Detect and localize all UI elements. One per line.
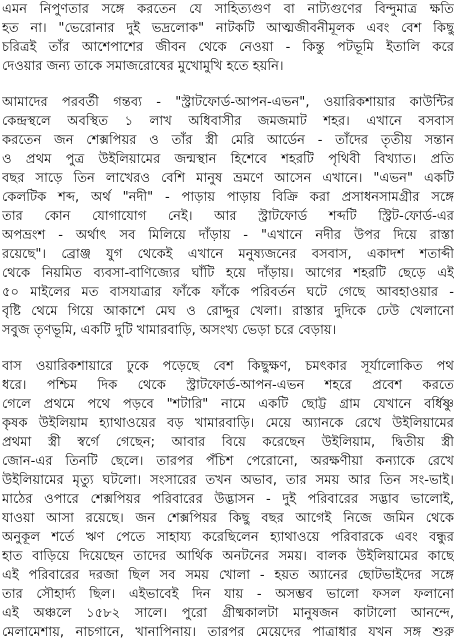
text-line: এই পরিবারের দরজা ছিল সব সময় খোলা - হয়ত অ্যানের ছোটভাইদের সঙ্গে xyxy=(2,568,454,583)
paragraph-3 xyxy=(2,357,454,642)
text-line: যাওয়া আসা রয়েছে। জন শেক্সপিয়র কিছু বছর আগেই নিজে জমিন থেকে xyxy=(2,511,454,526)
text-line: ও প্রথম পুত্র উইলিয়ামের জন্মস্থান হিশেবে শহরটি পৃথিবী বিখ্যাত। প্রতি xyxy=(2,152,454,167)
text-line: অনুকূল শর্তে ঋণ পেতে সাহায্য করেছিলেন হ্যাথাওয়ে পরিবারকে এবং বন্ধুর xyxy=(2,530,454,545)
text-line: কেন্দ্রস্থলে অবস্থিত ১ লাখ অধিবাসীর জমজমাট শহর। এখানে বসবাস xyxy=(2,114,454,129)
text-line: এমন নিপুণতার সঙ্গে করতেন যে সাহিত্যগুণ বা নাট্যগুণের বিন্দুমাত্র ক্ষতি xyxy=(2,2,454,17)
text-line: সবুজ তৃণভূমি, একটি দুটি খামারবাড়ি, অসংখ্য ভেড়া চরে বেড়ায়। xyxy=(2,323,337,338)
text-line: তার সৌহার্দ্য ছিল। এইভাবেই দিন যায় - অসম্ভব ভালো ফসল ফলানো xyxy=(2,587,454,602)
text-line: প্রথমা স্ত্রী স্বর্গে গেছেন; আবার বিয়ে করেছেন উইলিয়াম, দ্বিতীয় স্ত্রী xyxy=(2,435,454,450)
text-line: কৃষক উইলিয়াম হ্যাথাওয়ের বড় খামারবাড়ি। মেয়ে অ্যানকে রেখে উইলিয়ামের xyxy=(2,416,454,431)
text-line: গেলে প্রথমে পথে পড়বে "শটারি" নামে একটি ছোট্ট গ্রাম যেখানে বর্ধিষ্ণু xyxy=(2,397,454,412)
paragraph-gap xyxy=(2,76,454,93)
text-line: মাঠের ওপারে শেক্সপিয়র পরিবারের উদ্ভাসন - দুই পরিবারের সদ্ভাব ভালোই, xyxy=(2,492,454,507)
paragraph-2 xyxy=(2,93,454,340)
text-line: করতেন জন শেক্সপিয়র ও তাঁর স্ত্রী মেরি আর্ডেন - তাঁদের তৃতীয় সন্তান xyxy=(2,133,454,148)
paragraph-1 xyxy=(2,0,454,76)
text-line: এই অঞ্চলে ১৫৮২ সালে। পুরো গ্রীষ্মকালটা মানুষজন কাটালো আনন্দে, xyxy=(2,606,454,621)
paragraph-gap xyxy=(2,340,454,357)
text-line: উইলিয়ামের মৃত্যু ঘটলো। সংসারের তখন অভাব, তার সময় আর তিন সং-ভাই। xyxy=(2,473,454,488)
text-line: ধরে। পশ্চিম দিক থেকে স্ট্রাটফোর্ড-আপন-এভন শহরে প্রবেশ করতে xyxy=(2,378,454,393)
text-line: রয়েছে"। ব্রোঞ্জ যুগ থেকেই এখানে মনুষ্যজনের বসবাস, একাদশ শতাব্দী xyxy=(2,247,454,262)
text-line: দেওয়ার জন্য তাকে সমাজরোষের মুখোমুখি হতে হয়নি। xyxy=(2,59,284,74)
text-line: হাত বাড়িয়ে দিয়েছেন তাদের আর্থিক অনটনের সময়। বালক উইলিয়ামের কাছে xyxy=(2,549,454,564)
text-line: জোন-এর তিনটি ছেলে। তারপর পঁচিশ পেরোনো, অরক্ষণীয়া কন্যাকে রেখে xyxy=(2,454,454,469)
text-line: বছর সাড়ে তিন লাখেরও বেশি মানুষ ভ্রমণে আসেন এখানে। "এভন" একটি xyxy=(2,171,454,186)
text-line: তার কোন যোগাযোগ নেই। আর স্ট্রাটফোর্ড শব্দটি স্ট্রিট-ফোর্ড-এর xyxy=(2,209,454,224)
text-line: বাস ওয়ারিকশায়ারে ঢুকে পড়েছে বেশ কিছুক্ষণ, চমৎকার সূর্যালোকিত পথ xyxy=(2,359,454,374)
text-line: হত না। "ভেরোনার দুই ভদ্রলোক" নাটকটি আত্মজীবনীমূলক এবং বেশ কিছু xyxy=(2,21,454,36)
text-line: কেলটিক শব্দ, অর্থ "নদী" - পাড়ায় পাড়ায় বিক্রি করা প্রসাধনসামগ্রীর সঙ্গে xyxy=(2,190,454,205)
text-line: বৃষ্টি থেমে গিয়ে আকাশে মেঘ ও রোদ্দুর খেলা। রাস্তার দুদিকে ঢেউ খেলানো xyxy=(2,304,454,319)
text-line: চরিত্রই তাঁর আশেপাশের জীবন থেকে নেওয়া - কিন্তু পটভূমি ইতালি করে xyxy=(2,40,454,55)
text-line: অপভ্রংশ - অর্থাৎ সব মিলিয়ে দাঁড়ায় - "এখানে নদীর উপর দিয়ে রাস্তা xyxy=(2,228,454,243)
text-line: ৫০ মাইলের মত বাসযাত্রার ফাঁকে ফাঁকে পরিবর্তন ঘটে গেছে আবহাওয়ার - xyxy=(2,285,454,300)
text-line: থেকে নিয়মিত ব্যবসা-বাণিজ্যের ঘাঁটি হয়ে দাঁড়ায়। আগের শহরটি ছেড়ে এই xyxy=(2,266,454,281)
text-line: আমাদের পরবর্তী গন্তব্য - "স্ট্রাটফোর্ড-আপন-এভন", ওয়ারিকশায়ার কাউন্টির xyxy=(2,95,454,110)
text-line: মেলামেশায়, নাচগানে, খানাপিনায়। তারপর মেয়েদের পাত্রাধার যখন সঙ্গ শুরু xyxy=(2,625,454,640)
